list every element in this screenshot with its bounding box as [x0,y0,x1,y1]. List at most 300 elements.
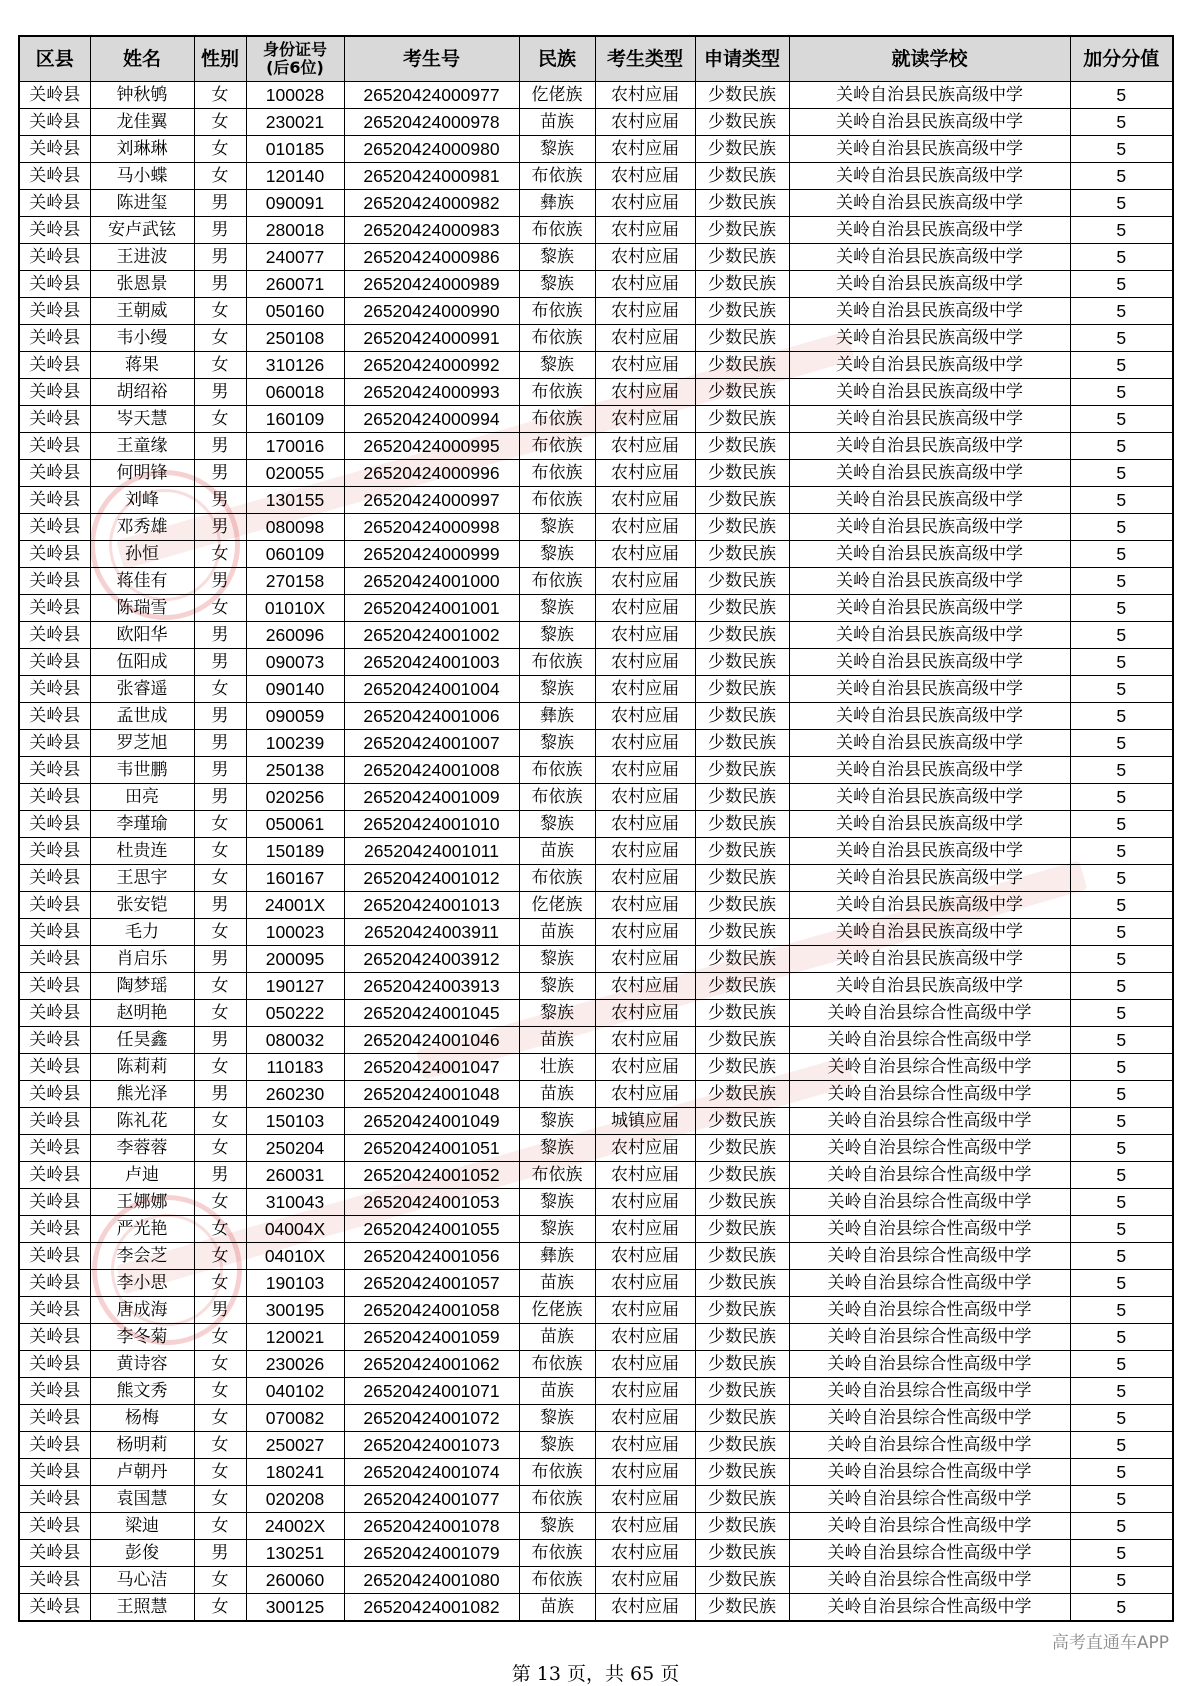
cell-bonus: 5 [1070,190,1173,217]
header-school: 就读学校 [789,36,1070,82]
cell-apply-type: 少数民族 [695,379,789,406]
cell-name: 邓秀雄 [90,514,194,541]
cell-exam-type: 农村应届 [595,676,695,703]
cell-gender: 女 [194,973,246,1000]
cell-exam: 26520424001006 [344,703,519,730]
cell-apply-type: 少数民族 [695,163,789,190]
cell-school: 关岭自治县民族高级中学 [789,433,1070,460]
cell-ethnicity: 布依族 [519,163,595,190]
table-row [19,838,1173,865]
cell-name: 杜贵连 [90,838,194,865]
cell-gender: 女 [194,811,246,838]
cell-apply-type: 少数民族 [695,784,789,811]
cell-id: 050160 [246,298,344,325]
cell-school: 关岭自治县综合性高级中学 [789,1297,1070,1324]
cell-gender: 男 [194,730,246,757]
cell-county: 关岭县 [19,433,90,460]
cell-county: 关岭县 [19,1594,90,1622]
cell-school: 关岭自治县综合性高级中学 [789,1270,1070,1297]
cell-county: 关岭县 [19,703,90,730]
cell-bonus: 5 [1070,649,1173,676]
cell-school: 关岭自治县民族高级中学 [789,622,1070,649]
cell-apply-type: 少数民族 [695,973,789,1000]
cell-name: 李冬菊 [90,1324,194,1351]
table-row [19,1378,1173,1405]
cell-id: 04004X [246,1216,344,1243]
cell-county: 关岭县 [19,1270,90,1297]
cell-school: 关岭自治县民族高级中学 [789,298,1070,325]
table-row [19,1594,1173,1622]
cell-exam-type: 农村应届 [595,136,695,163]
header-id-line1: 身份证号 [262,40,327,59]
cell-bonus: 5 [1070,1216,1173,1243]
cell-gender: 女 [194,838,246,865]
cell-ethnicity: 壮族 [519,1054,595,1081]
cell-bonus: 5 [1070,379,1173,406]
table-row [19,271,1173,298]
cell-apply-type: 少数民族 [695,1297,789,1324]
cell-gender: 男 [194,379,246,406]
table-row [19,1405,1173,1432]
cell-bonus: 5 [1070,271,1173,298]
table-row [19,433,1173,460]
cell-exam: 26520424001012 [344,865,519,892]
cell-name: 李小思 [90,1270,194,1297]
cell-gender: 女 [194,1054,246,1081]
cell-ethnicity: 布依族 [519,865,595,892]
cell-county: 关岭县 [19,406,90,433]
table-row [19,244,1173,271]
cell-school: 关岭自治县民族高级中学 [789,217,1070,244]
cell-name: 龙佳翼 [90,109,194,136]
cell-bonus: 5 [1070,1513,1173,1540]
cell-exam: 26520424001048 [344,1081,519,1108]
cell-exam: 26520424001010 [344,811,519,838]
cell-name: 杨梅 [90,1405,194,1432]
header-gender: 性别 [194,36,246,82]
cell-ethnicity: 布依族 [519,460,595,487]
cell-exam-type: 农村应届 [595,1405,695,1432]
cell-ethnicity: 苗族 [519,1324,595,1351]
table-row [19,919,1173,946]
table-row [19,730,1173,757]
cell-name: 欧阳华 [90,622,194,649]
cell-name: 任昊鑫 [90,1027,194,1054]
cell-gender: 女 [194,109,246,136]
cell-id: 130251 [246,1540,344,1567]
cell-bonus: 5 [1070,1162,1173,1189]
cell-ethnicity: 黎族 [519,271,595,298]
cell-apply-type: 少数民族 [695,676,789,703]
cell-id: 230021 [246,109,344,136]
cell-school: 关岭自治县综合性高级中学 [789,1351,1070,1378]
cell-id: 090073 [246,649,344,676]
cell-apply-type: 少数民族 [695,730,789,757]
cell-name: 刘峰 [90,487,194,514]
cell-gender: 女 [194,1378,246,1405]
cell-school: 关岭自治县综合性高级中学 [789,1432,1070,1459]
cell-school: 关岭自治县民族高级中学 [789,865,1070,892]
cell-name: 安卢武铉 [90,217,194,244]
cell-name: 张睿遥 [90,676,194,703]
cell-county: 关岭县 [19,1540,90,1567]
cell-name: 王思宇 [90,865,194,892]
cell-county: 关岭县 [19,865,90,892]
cell-bonus: 5 [1070,1540,1173,1567]
table-row [19,1054,1173,1081]
cell-exam: 26520424001055 [344,1216,519,1243]
cell-gender: 女 [194,163,246,190]
cell-exam-type: 农村应届 [595,298,695,325]
table-row [19,1135,1173,1162]
cell-apply-type: 少数民族 [695,1324,789,1351]
cell-exam-type: 农村应届 [595,1351,695,1378]
cell-exam-type: 农村应届 [595,352,695,379]
cell-id: 020055 [246,460,344,487]
table-row [19,460,1173,487]
cell-ethnicity: 黎族 [519,1135,595,1162]
cell-ethnicity: 仡佬族 [519,82,595,109]
cell-gender: 男 [194,1081,246,1108]
table-row [19,649,1173,676]
cell-exam-type: 农村应届 [595,1189,695,1216]
cell-apply-type: 少数民族 [695,1216,789,1243]
cell-id: 190103 [246,1270,344,1297]
cell-gender: 女 [194,1351,246,1378]
cell-ethnicity: 苗族 [519,919,595,946]
table-row [19,1189,1173,1216]
cell-id: 300125 [246,1594,344,1622]
cell-exam: 26520424000997 [344,487,519,514]
cell-county: 关岭县 [19,1378,90,1405]
table-row [19,1513,1173,1540]
cell-county: 关岭县 [19,1432,90,1459]
cell-county: 关岭县 [19,1513,90,1540]
cell-bonus: 5 [1070,1594,1173,1622]
cell-apply-type: 少数民族 [695,325,789,352]
cell-name: 钟秋鸲 [90,82,194,109]
cell-gender: 男 [194,217,246,244]
cell-exam-type: 农村应届 [595,973,695,1000]
cell-exam-type: 农村应届 [595,460,695,487]
cell-id: 100239 [246,730,344,757]
cell-ethnicity: 苗族 [519,1594,595,1622]
cell-exam: 26520424001052 [344,1162,519,1189]
cell-id: 24002X [246,1513,344,1540]
cell-bonus: 5 [1070,1567,1173,1594]
table-row [19,163,1173,190]
cell-bonus: 5 [1070,1000,1173,1027]
cell-gender: 男 [194,244,246,271]
cell-bonus: 5 [1070,865,1173,892]
cell-id: 170016 [246,433,344,460]
cell-ethnicity: 布依族 [519,568,595,595]
cell-apply-type: 少数民族 [695,1513,789,1540]
cell-id: 150189 [246,838,344,865]
header-exam-number: 考生号 [344,36,519,82]
cell-county: 关岭县 [19,1567,90,1594]
cell-apply-type: 少数民族 [695,136,789,163]
cell-county: 关岭县 [19,1351,90,1378]
cell-exam-type: 农村应届 [595,217,695,244]
cell-exam: 26520424001057 [344,1270,519,1297]
cell-name: 陈礼花 [90,1108,194,1135]
header-apply-type: 申请类型 [695,36,789,82]
cell-name: 黄诗容 [90,1351,194,1378]
cell-county: 关岭县 [19,352,90,379]
cell-gender: 女 [194,1594,246,1622]
cell-name: 胡绍裕 [90,379,194,406]
cell-county: 关岭县 [19,1162,90,1189]
cell-id: 230026 [246,1351,344,1378]
cell-name: 刘琳琳 [90,136,194,163]
cell-exam: 26520424001009 [344,784,519,811]
header-county: 区县 [19,36,90,82]
cell-bonus: 5 [1070,460,1173,487]
cell-apply-type: 少数民族 [695,649,789,676]
table-row [19,1270,1173,1297]
cell-bonus: 5 [1070,919,1173,946]
cell-bonus: 5 [1070,1081,1173,1108]
cell-name: 李瑾瑜 [90,811,194,838]
table-row [19,1108,1173,1135]
cell-bonus: 5 [1070,298,1173,325]
cell-name: 田亮 [90,784,194,811]
cell-ethnicity: 苗族 [519,838,595,865]
table-row [19,352,1173,379]
cell-exam-type: 农村应届 [595,1081,695,1108]
table-row [19,514,1173,541]
cell-exam: 26520424001000 [344,568,519,595]
cell-exam-type: 农村应届 [595,784,695,811]
cell-school: 关岭自治县综合性高级中学 [789,1135,1070,1162]
cell-county: 关岭县 [19,217,90,244]
cell-ethnicity: 布依族 [519,757,595,784]
cell-exam-type: 农村应届 [595,1135,695,1162]
cell-apply-type: 少数民族 [695,487,789,514]
cell-name: 袁国慧 [90,1486,194,1513]
header-bonus: 加分分值 [1070,36,1173,82]
cell-exam: 26520424001013 [344,892,519,919]
cell-exam-type: 农村应届 [595,1378,695,1405]
cell-exam-type: 农村应届 [595,1540,695,1567]
cell-apply-type: 少数民族 [695,568,789,595]
cell-apply-type: 少数民族 [695,919,789,946]
cell-name: 严光艳 [90,1216,194,1243]
cell-bonus: 5 [1070,973,1173,1000]
table-row [19,1297,1173,1324]
cell-county: 关岭县 [19,595,90,622]
cell-county: 关岭县 [19,1027,90,1054]
cell-exam-type: 农村应届 [595,1054,695,1081]
cell-apply-type: 少数民族 [695,433,789,460]
cell-id: 240077 [246,244,344,271]
cell-exam-type: 农村应届 [595,190,695,217]
cell-id: 270158 [246,568,344,595]
cell-school: 关岭自治县综合性高级中学 [789,1162,1070,1189]
cell-apply-type: 少数民族 [695,1081,789,1108]
cell-exam-type: 农村应届 [595,838,695,865]
cell-gender: 女 [194,595,246,622]
cell-bonus: 5 [1070,595,1173,622]
cell-ethnicity: 黎族 [519,244,595,271]
cell-bonus: 5 [1070,1351,1173,1378]
cell-id: 260031 [246,1162,344,1189]
cell-school: 关岭自治县民族高级中学 [789,730,1070,757]
cell-county: 关岭县 [19,892,90,919]
cell-school: 关岭自治县综合性高级中学 [789,1486,1070,1513]
cell-gender: 男 [194,1297,246,1324]
cell-ethnicity: 布依族 [519,649,595,676]
cell-id: 01010X [246,595,344,622]
cell-name: 孙恒 [90,541,194,568]
cell-id: 250027 [246,1432,344,1459]
cell-bonus: 5 [1070,1459,1173,1486]
cell-apply-type: 少数民族 [695,1378,789,1405]
page-number: 第 13 页，共 65 页 [511,1663,680,1685]
table-row [19,757,1173,784]
cell-gender: 男 [194,622,246,649]
table-row [19,1567,1173,1594]
table-body [19,82,1173,1622]
cell-name: 杨明莉 [90,1432,194,1459]
cell-apply-type: 少数民族 [695,595,789,622]
cell-county: 关岭县 [19,379,90,406]
table-row [19,1432,1173,1459]
cell-exam: 26520424000993 [344,379,519,406]
cell-apply-type: 少数民族 [695,1027,789,1054]
cell-exam: 26520424000978 [344,109,519,136]
cell-id: 020208 [246,1486,344,1513]
cell-exam: 26520424000990 [344,298,519,325]
cell-bonus: 5 [1070,703,1173,730]
cell-apply-type: 少数民族 [695,703,789,730]
cell-apply-type: 少数民族 [695,406,789,433]
cell-county: 关岭县 [19,811,90,838]
cell-name: 熊文秀 [90,1378,194,1405]
cell-bonus: 5 [1070,676,1173,703]
cell-id: 080098 [246,514,344,541]
cell-apply-type: 少数民族 [695,1135,789,1162]
cell-exam: 26520424001051 [344,1135,519,1162]
cell-exam: 26520424001079 [344,1540,519,1567]
cell-ethnicity: 布依族 [519,1459,595,1486]
cell-exam: 26520424001001 [344,595,519,622]
cell-apply-type: 少数民族 [695,1243,789,1270]
cell-exam: 26520424003912 [344,946,519,973]
cell-exam: 26520424001074 [344,1459,519,1486]
cell-exam-type: 农村应届 [595,622,695,649]
table-row [19,865,1173,892]
cell-bonus: 5 [1070,541,1173,568]
cell-ethnicity: 黎族 [519,1216,595,1243]
cell-school: 关岭自治县综合性高级中学 [789,1513,1070,1540]
cell-exam-type: 农村应届 [595,82,695,109]
cell-bonus: 5 [1070,568,1173,595]
cell-school: 关岭自治县民族高级中学 [789,460,1070,487]
cell-bonus: 5 [1070,1243,1173,1270]
cell-exam: 26520424000983 [344,217,519,244]
cell-id: 310126 [246,352,344,379]
cell-exam: 26520424001080 [344,1567,519,1594]
cell-county: 关岭县 [19,1459,90,1486]
cell-county: 关岭县 [19,271,90,298]
cell-exam: 26520424001002 [344,622,519,649]
cell-id: 180241 [246,1459,344,1486]
cell-county: 关岭县 [19,757,90,784]
cell-id: 300195 [246,1297,344,1324]
cell-ethnicity: 布依族 [519,217,595,244]
cell-exam-type: 农村应届 [595,1486,695,1513]
cell-gender: 女 [194,676,246,703]
table-row [19,622,1173,649]
cell-school: 关岭自治县综合性高级中学 [789,1108,1070,1135]
cell-exam: 26520424001059 [344,1324,519,1351]
cell-county: 关岭县 [19,919,90,946]
cell-ethnicity: 黎族 [519,1405,595,1432]
cell-exam-type: 农村应届 [595,811,695,838]
cell-bonus: 5 [1070,622,1173,649]
cell-name: 马小蝶 [90,163,194,190]
cell-gender: 女 [194,1567,246,1594]
cell-id: 150103 [246,1108,344,1135]
cell-bonus: 5 [1070,487,1173,514]
cell-exam: 26520424001046 [344,1027,519,1054]
cell-exam-type: 农村应届 [595,541,695,568]
cell-gender: 女 [194,1135,246,1162]
cell-ethnicity: 布依族 [519,1162,595,1189]
cell-exam-type: 农村应届 [595,1216,695,1243]
cell-county: 关岭县 [19,460,90,487]
cell-id: 250204 [246,1135,344,1162]
cell-school: 关岭自治县民族高级中学 [789,649,1070,676]
cell-county: 关岭县 [19,109,90,136]
cell-ethnicity: 黎族 [519,946,595,973]
table-row [19,1486,1173,1513]
cell-county: 关岭县 [19,1135,90,1162]
cell-name: 陈进玺 [90,190,194,217]
cell-id: 060018 [246,379,344,406]
cell-name: 梁迪 [90,1513,194,1540]
cell-id: 280018 [246,217,344,244]
cell-exam-type: 农村应届 [595,946,695,973]
cell-school: 关岭自治县民族高级中学 [789,568,1070,595]
cell-name: 岑天慧 [90,406,194,433]
cell-county: 关岭县 [19,487,90,514]
cell-exam-type: 农村应届 [595,109,695,136]
cell-id: 160109 [246,406,344,433]
cell-name: 张安铠 [90,892,194,919]
cell-name: 陶梦瑶 [90,973,194,1000]
cell-apply-type: 少数民族 [695,514,789,541]
table-row [19,109,1173,136]
cell-exam-type: 农村应届 [595,865,695,892]
cell-gender: 女 [194,541,246,568]
cell-exam: 26520424000980 [344,136,519,163]
cell-id: 080032 [246,1027,344,1054]
cell-ethnicity: 黎族 [519,352,595,379]
cell-county: 关岭县 [19,163,90,190]
cell-gender: 女 [194,1270,246,1297]
cell-id: 070082 [246,1405,344,1432]
cell-apply-type: 少数民族 [695,1432,789,1459]
cell-gender: 女 [194,1189,246,1216]
cell-bonus: 5 [1070,1270,1173,1297]
cell-gender: 女 [194,325,246,352]
cell-gender: 女 [194,1243,246,1270]
cell-exam-type: 农村应届 [595,379,695,406]
cell-county: 关岭县 [19,82,90,109]
